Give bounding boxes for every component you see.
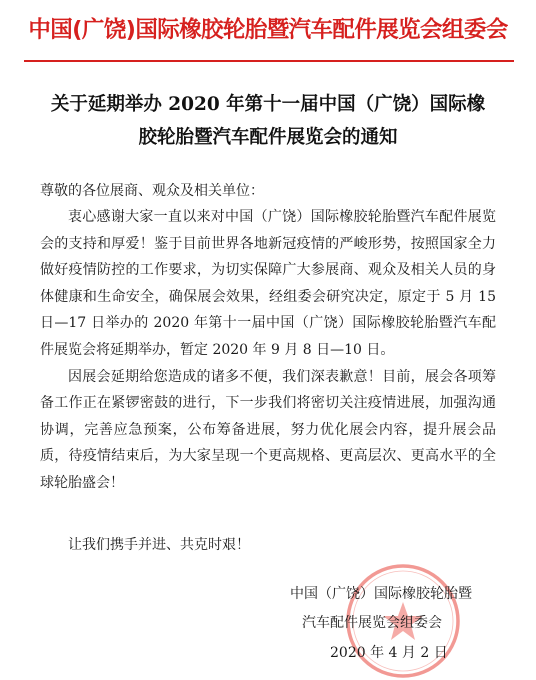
letterhead-rule: [24, 60, 514, 62]
notice-title-line-1: 关于延期举办 2020 年第十一届中国（广饶）国际橡: [50, 94, 486, 115]
signature-org-line-2: 汽车配件展览会组委会: [302, 615, 442, 631]
paragraph-postponement: 衷心感谢大家一直以来对中国（广饶）国际橡胶轮胎暨汽车配件展览会的支持和厚爱！鉴于目前世界各地新冠疫情的严峻形势，按照国家全力做好疫情防控的工作要求，为切实保障广大参展商、观众及相关人员的身体健康和生命安全，确保展会效果，经组委会研究决定，原定于 5 月 15 日—17 日举办的 2020 年第十一届中国（广饶）国际橡胶轮胎暨汽车配件展览会将延期举办，暂定 2020 年 9 月 8 日—10 日。: [40, 209, 496, 358]
paragraph-apology: 因展会延期给您造成的诸多不便，我们深表歉意！目前，展会各项筹备工作正在紧锣密鼓的进行，下一步我们将密切关注疫情进展，加强沟通协调，完善应急预案，公布筹备进展，努力优化展会内容，提升展会品质，待疫情结束后，为大家呈现一个更高规格、更高层次、更高水平的全球轮胎盛会！: [40, 368, 496, 491]
salutation: 尊敬的各位展商、观众及相关单位：: [40, 183, 264, 199]
notice-title-line-2: 胶轮胎暨汽车配件展览会的通知: [138, 127, 398, 148]
signature-date: 2020 年 4 月 2 日: [330, 645, 448, 661]
signature-block: [290, 580, 510, 668]
signature-org-line-1: 中国（广饶）国际橡胶轮胎暨: [290, 586, 472, 602]
notice-body: [40, 204, 496, 497]
letterhead-title: 中国(广饶)国际橡胶轮胎暨汽车配件展览会组委会: [28, 17, 508, 43]
closing-line: 让我们携手并进、共克时艰！: [68, 537, 250, 553]
notice-title: [40, 88, 496, 154]
